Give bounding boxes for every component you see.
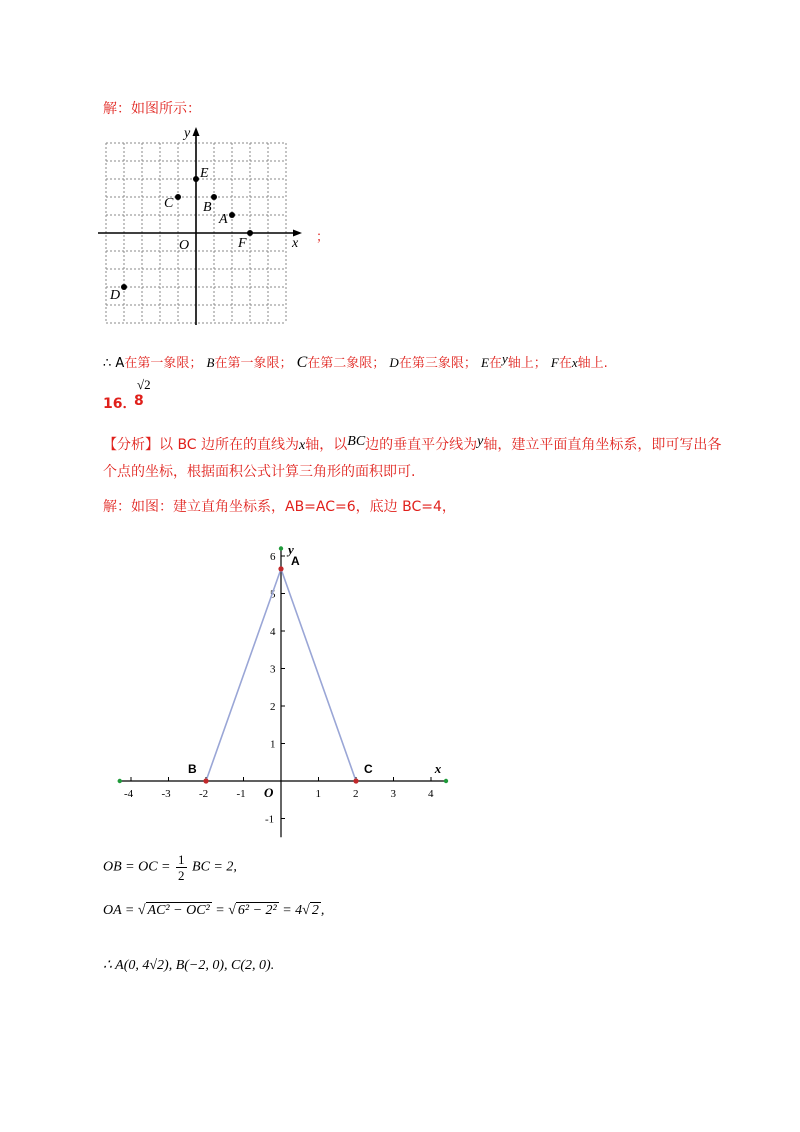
y-tick-label: 1	[270, 738, 276, 751]
fraction-half	[176, 852, 187, 883]
var-x: x	[299, 438, 306, 453]
equation-coordinates: ∴ A(0, 4√2), B(−2, 0), C(2, 0).	[103, 958, 275, 973]
y-tick-label: 5	[270, 588, 276, 601]
x-tick-label: -1	[236, 788, 246, 800]
point-label-f: F	[238, 236, 247, 251]
x-tick-label: 1	[315, 788, 321, 800]
grid-figure	[98, 125, 313, 335]
y-tick-label: 3	[270, 663, 276, 676]
analysis-paragraph	[103, 432, 723, 485]
text-segment: 在第一象限；	[124, 356, 203, 371]
question-answer: 8	[134, 393, 144, 409]
point-b: B	[206, 355, 215, 370]
answer-radical: √2	[137, 377, 151, 392]
solution-intro-1: 解：如图所示：	[103, 101, 201, 117]
point-label-d: D	[110, 288, 121, 303]
point-label-a: A	[219, 212, 228, 227]
point-d: D	[389, 355, 399, 370]
radical-sign: √	[302, 903, 310, 918]
triangle-figure	[108, 532, 458, 842]
denominator: 2	[178, 868, 185, 883]
text-segment: 轴上.	[577, 356, 608, 371]
vertex-label-a: A	[291, 553, 300, 568]
trailing-semicolon: ；	[316, 230, 330, 245]
text-segment: 在	[488, 356, 502, 371]
quadrant-statement	[103, 352, 608, 372]
point-d	[121, 284, 127, 290]
point-a: A	[115, 356, 125, 371]
text-segment: 在第二象限；	[307, 356, 386, 371]
vertex-b	[203, 778, 208, 783]
text-segment: 轴上；	[507, 356, 547, 371]
equation-ob-oc	[103, 852, 237, 883]
axis-end-dot	[444, 779, 448, 783]
axis-end-dot	[118, 779, 122, 783]
text-segment: 轴，建立平面直角坐标系，即可写出各个点的坐标，根据面积公式计算三角形的面积即可.	[103, 437, 722, 480]
axis-end-dot	[279, 546, 283, 550]
axis-label-x: x	[292, 236, 299, 251]
origin-label: O	[264, 785, 274, 800]
eq-text: OA =	[103, 903, 138, 918]
solution-intro-2: 解：如图：建立直角坐标系，AB=AC=6，底边 BC=4，	[103, 499, 456, 515]
radicand: AC² − OC²	[147, 903, 210, 918]
x-tick-label: 2	[353, 788, 359, 800]
radicand: 6² − 2²	[237, 903, 277, 918]
point-e	[193, 176, 199, 182]
eq-text: =	[211, 903, 229, 918]
text-segment: 边的垂直平分线为	[365, 437, 478, 453]
vertex-a	[278, 566, 283, 571]
var-x: x	[571, 355, 578, 370]
eq-text: OB = OC =	[103, 859, 171, 875]
question-number: 16．	[103, 396, 137, 412]
vertex-c	[353, 778, 358, 783]
y-axis-arrow	[193, 127, 200, 136]
point-b	[211, 194, 217, 200]
x-tick-label: -2	[199, 788, 209, 800]
numerator: 1	[178, 852, 185, 867]
y-tick-label: 2	[270, 701, 276, 713]
point-f	[247, 230, 253, 236]
axis-label-y: y	[184, 126, 191, 141]
eq-text: = 4	[278, 903, 303, 918]
text-segment: 在第一象限；	[214, 356, 293, 371]
eq-text: BC = 2,	[192, 859, 237, 875]
point-label-e: E	[200, 166, 209, 181]
therefore-symbol: ∴	[103, 356, 112, 371]
point-a	[229, 212, 235, 218]
eq-text: ,	[320, 903, 325, 918]
axis-label-y: y	[288, 542, 294, 558]
text-segment: 在	[558, 356, 572, 371]
point-c	[175, 194, 181, 200]
text-segment: 以 BC 边所在的直线为	[159, 437, 300, 453]
point-label-b: B	[203, 200, 212, 215]
x-tick-label: -3	[161, 788, 171, 800]
point-e: E	[480, 355, 489, 370]
ticks	[124, 551, 434, 826]
var-y: y	[501, 351, 508, 366]
vertex-label-c: C	[364, 762, 373, 776]
x-tick-label: -4	[124, 788, 134, 800]
point-label-c: C	[164, 196, 174, 211]
axes	[98, 126, 302, 325]
y-tick-label: 6	[270, 551, 276, 563]
axis-label-x: x	[434, 761, 442, 776]
text-segment: 轴，以	[305, 437, 348, 453]
point-c: C	[296, 354, 308, 371]
equation-oa	[103, 903, 324, 919]
segment-bc: BC	[347, 434, 366, 449]
y-tick-label: 4	[270, 626, 276, 638]
radicand: 2	[311, 903, 319, 918]
x-tick-label: 3	[390, 788, 396, 800]
x-tick-label: 4	[428, 788, 434, 800]
radical-sign: √	[228, 903, 236, 918]
points	[109, 166, 253, 303]
radical-sign: √	[137, 903, 146, 918]
y-tick-label: -1	[265, 813, 275, 826]
analysis-tag: 【分析】	[103, 437, 159, 453]
origin-label: O	[179, 238, 190, 253]
vertex-label-b: B	[188, 762, 197, 776]
text-segment: 在第三象限；	[398, 356, 477, 371]
point-f: F	[550, 355, 559, 370]
var-y: y	[477, 434, 484, 449]
